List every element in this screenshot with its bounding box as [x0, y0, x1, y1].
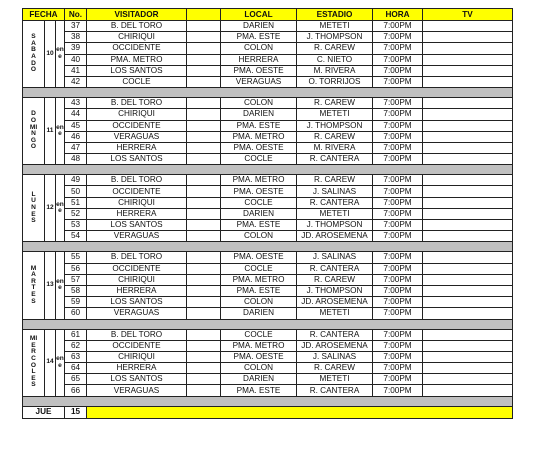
blank-cell	[187, 109, 221, 120]
blank-cell	[187, 329, 221, 340]
stadium: J. THOMPSON	[297, 120, 373, 131]
visitor-team: CHIRIQUI	[87, 274, 187, 285]
stadium: M. RIVERA	[297, 142, 373, 153]
game-number: 65	[65, 374, 87, 385]
visitor-team: CHIRIQUI	[87, 32, 187, 43]
game-time: 7:00PM	[373, 120, 423, 131]
visitor-team: HERRERA	[87, 363, 187, 374]
game-row	[23, 340, 513, 351]
game-time: 7:00PM	[373, 197, 423, 208]
local-team: DARIEN	[221, 109, 297, 120]
game-row	[23, 65, 513, 76]
visitor-team: OCCIDENTE	[87, 120, 187, 131]
local-team: DARIEN	[221, 308, 297, 319]
local-team: VERAGUAS	[221, 76, 297, 87]
local-team: PMA. METRO	[221, 340, 297, 351]
vertical-label: 14	[46, 358, 54, 366]
col-local-header: LOCAL	[221, 9, 297, 21]
separator-row	[23, 396, 513, 406]
game-number: 59	[65, 297, 87, 308]
game-row	[23, 154, 513, 165]
game-row	[23, 43, 513, 54]
game-time: 7:00PM	[373, 175, 423, 186]
game-time: 7:00PM	[373, 208, 423, 219]
game-number: 38	[65, 32, 87, 43]
visitor-team: LOS SANTOS	[87, 297, 187, 308]
local-team: COCLE	[221, 263, 297, 274]
col-hora-header: HORA	[373, 9, 423, 21]
game-time: 7:00PM	[373, 54, 423, 65]
game-number: 40	[65, 54, 87, 65]
visitor-team: PMA. METRO	[87, 54, 187, 65]
game-number: 60	[65, 308, 87, 319]
day-number	[45, 98, 56, 165]
stadium: R. CAREW	[297, 98, 373, 109]
game-time: 7:00PM	[373, 32, 423, 43]
blank-cell	[187, 231, 221, 242]
blank-cell	[187, 340, 221, 351]
tv-cell	[423, 109, 513, 120]
vertical-label: DOMINGO	[29, 110, 38, 151]
stadium: METETI	[297, 374, 373, 385]
game-number: 57	[65, 274, 87, 285]
game-number: 37	[65, 21, 87, 32]
game-number: 48	[65, 154, 87, 165]
game-row	[23, 208, 513, 219]
tv-cell	[423, 208, 513, 219]
game-number: 51	[65, 197, 87, 208]
game-time: 7:00PM	[373, 65, 423, 76]
game-time: 7:00PM	[373, 363, 423, 374]
tv-cell	[423, 65, 513, 76]
tv-cell	[423, 329, 513, 340]
game-row	[23, 175, 513, 186]
tv-cell	[423, 308, 513, 319]
stadium: R. CAREW	[297, 363, 373, 374]
stadium: J. SALINAS	[297, 252, 373, 263]
tv-cell	[423, 175, 513, 186]
tv-cell	[423, 21, 513, 32]
local-team: DARIEN	[221, 208, 297, 219]
tv-cell	[423, 220, 513, 231]
col-estadio-header: ESTADIO	[297, 9, 373, 21]
schedule-body	[23, 21, 513, 419]
stadium: R. CAREW	[297, 274, 373, 285]
local-team: PMA. ESTE	[221, 285, 297, 296]
col-blank-header	[187, 9, 221, 21]
tv-cell	[423, 297, 513, 308]
game-row	[23, 131, 513, 142]
local-team: PMA. ESTE	[221, 120, 297, 131]
blank-cell	[187, 197, 221, 208]
game-number: 64	[65, 363, 87, 374]
vertical-label: 13	[46, 281, 54, 289]
month-label	[56, 329, 65, 396]
game-row	[23, 120, 513, 131]
separator-cell	[23, 319, 513, 329]
next-day-label: JUE	[23, 406, 65, 418]
blank-cell	[187, 98, 221, 109]
schedule-table	[22, 8, 513, 419]
visitor-team: LOS SANTOS	[87, 65, 187, 76]
local-team: PMA. OESTE	[221, 186, 297, 197]
blank-cell	[187, 308, 221, 319]
visitor-team: B. DEL TORO	[87, 98, 187, 109]
visitor-team: LOS SANTOS	[87, 220, 187, 231]
game-time: 7:00PM	[373, 252, 423, 263]
vertical-label: 12	[46, 204, 54, 212]
blank-cell	[187, 252, 221, 263]
game-row	[23, 220, 513, 231]
day-number	[45, 175, 56, 242]
vertical-label: 10	[46, 49, 54, 57]
vertical-label: MIERCOLES	[29, 335, 38, 389]
stadium: J. SALINAS	[297, 351, 373, 362]
game-number: 47	[65, 142, 87, 153]
game-row	[23, 285, 513, 296]
game-number: 50	[65, 186, 87, 197]
game-row	[23, 252, 513, 263]
blank-cell	[187, 374, 221, 385]
blank-cell	[187, 76, 221, 87]
game-number: 61	[65, 329, 87, 340]
stadium: METETI	[297, 308, 373, 319]
tv-cell	[423, 231, 513, 242]
visitor-team: VERAGUAS	[87, 131, 187, 142]
game-number: 55	[65, 252, 87, 263]
visitor-team: OCCIDENTE	[87, 186, 187, 197]
local-team: COLON	[221, 231, 297, 242]
blank-cell	[187, 131, 221, 142]
stadium: J. SALINAS	[297, 186, 373, 197]
game-number: 41	[65, 65, 87, 76]
blank-cell	[187, 263, 221, 274]
stadium: METETI	[297, 109, 373, 120]
local-team: PMA. OESTE	[221, 351, 297, 362]
game-row	[23, 21, 513, 32]
stadium: C. NIETO	[297, 54, 373, 65]
tv-cell	[423, 385, 513, 396]
local-team: COLON	[221, 363, 297, 374]
vertical-label: MARTES	[30, 264, 37, 305]
separator-cell	[23, 242, 513, 252]
tv-cell	[423, 32, 513, 43]
game-number: 42	[65, 76, 87, 87]
local-team: PMA. OESTE	[221, 142, 297, 153]
game-time: 7:00PM	[373, 142, 423, 153]
vertical-label: LUNES	[31, 190, 36, 225]
local-team: DARIEN	[221, 21, 297, 32]
game-time: 7:00PM	[373, 154, 423, 165]
stadium: R. CANTERA	[297, 263, 373, 274]
visitor-team: LOS SANTOS	[87, 154, 187, 165]
game-number: 56	[65, 263, 87, 274]
visitor-team: VERAGUAS	[87, 308, 187, 319]
stadium: R. CAREW	[297, 43, 373, 54]
game-row	[23, 308, 513, 319]
game-row	[23, 32, 513, 43]
day-label	[23, 329, 45, 396]
blank-cell	[187, 208, 221, 219]
vertical-label: SABADO	[30, 33, 37, 74]
visitor-team: B. DEL TORO	[87, 21, 187, 32]
stadium: R. CANTERA	[297, 154, 373, 165]
blank-cell	[187, 220, 221, 231]
stadium: R. CANTERA	[297, 197, 373, 208]
game-time: 7:00PM	[373, 374, 423, 385]
game-number: 53	[65, 220, 87, 231]
separator-row	[23, 165, 513, 175]
separator-cell	[23, 165, 513, 175]
game-row	[23, 142, 513, 153]
game-time: 7:00PM	[373, 220, 423, 231]
blank-cell	[187, 385, 221, 396]
day-number	[45, 329, 56, 396]
month-label	[56, 98, 65, 165]
blank-cell	[187, 32, 221, 43]
vertical-label: ene	[56, 123, 64, 138]
stadium: METETI	[297, 21, 373, 32]
col-fecha-header: FECHA	[23, 9, 65, 21]
tv-cell	[423, 252, 513, 263]
game-row	[23, 329, 513, 340]
tv-cell	[423, 131, 513, 142]
game-time: 7:00PM	[373, 351, 423, 362]
visitor-team: CHIRIQUI	[87, 197, 187, 208]
game-row	[23, 297, 513, 308]
game-time: 7:00PM	[373, 297, 423, 308]
game-row	[23, 98, 513, 109]
game-time: 7:00PM	[373, 274, 423, 285]
tv-cell	[423, 340, 513, 351]
tv-cell	[423, 374, 513, 385]
next-day-number: 15	[65, 406, 87, 418]
local-team: COCLE	[221, 329, 297, 340]
stadium: J. THOMPSON	[297, 32, 373, 43]
game-row	[23, 274, 513, 285]
separator-row	[23, 319, 513, 329]
visitor-team: B. DEL TORO	[87, 252, 187, 263]
blank-cell	[187, 65, 221, 76]
separator-cell	[23, 88, 513, 98]
visitor-team: B. DEL TORO	[87, 329, 187, 340]
blank-cell	[187, 175, 221, 186]
visitor-team: OCCIDENTE	[87, 340, 187, 351]
month-label	[56, 21, 65, 88]
tv-cell	[423, 263, 513, 274]
game-time: 7:00PM	[373, 109, 423, 120]
next-day-row	[23, 406, 513, 418]
visitor-team: HERRERA	[87, 208, 187, 219]
game-time: 7:00PM	[373, 385, 423, 396]
local-team: COCLE	[221, 154, 297, 165]
blank-cell	[187, 120, 221, 131]
vertical-label: ene	[56, 200, 64, 215]
day-label	[23, 98, 45, 165]
game-time: 7:00PM	[373, 186, 423, 197]
local-team: COLON	[221, 98, 297, 109]
tv-cell	[423, 351, 513, 362]
stadium: R. CANTERA	[297, 385, 373, 396]
schedule-sheet	[22, 8, 512, 419]
month-label	[56, 252, 65, 319]
local-team: PMA. OESTE	[221, 65, 297, 76]
stadium: J. THOMPSON	[297, 220, 373, 231]
header-row	[23, 9, 513, 21]
visitor-team: OCCIDENTE	[87, 43, 187, 54]
game-row	[23, 374, 513, 385]
local-team: PMA. ESTE	[221, 220, 297, 231]
game-time: 7:00PM	[373, 308, 423, 319]
visitor-team: HERRERA	[87, 285, 187, 296]
blank-cell	[187, 297, 221, 308]
game-number: 49	[65, 175, 87, 186]
local-team: PMA. OESTE	[221, 252, 297, 263]
day-number	[45, 21, 56, 88]
col-tv-header: TV	[423, 9, 513, 21]
game-number: 66	[65, 385, 87, 396]
tv-cell	[423, 197, 513, 208]
blank-cell	[187, 21, 221, 32]
separator-row	[23, 88, 513, 98]
game-number: 58	[65, 285, 87, 296]
vertical-label: ene	[56, 46, 64, 61]
game-number: 39	[65, 43, 87, 54]
local-team: PMA. METRO	[221, 274, 297, 285]
game-row	[23, 54, 513, 65]
day-label	[23, 21, 45, 88]
stadium: R. CAREW	[297, 131, 373, 142]
visitor-team: LOS SANTOS	[87, 374, 187, 385]
game-number: 52	[65, 208, 87, 219]
blank-cell	[187, 142, 221, 153]
stadium: JD. AROSEMENA	[297, 340, 373, 351]
tv-cell	[423, 154, 513, 165]
local-team: PMA. METRO	[221, 175, 297, 186]
game-row	[23, 197, 513, 208]
tv-cell	[423, 120, 513, 131]
col-visitador-header: VISITADOR	[87, 9, 187, 21]
day-label	[23, 252, 45, 319]
col-no-header: No.	[65, 9, 87, 21]
stadium: J. THOMPSON	[297, 285, 373, 296]
local-team: COLON	[221, 297, 297, 308]
tv-cell	[423, 76, 513, 87]
day-number	[45, 252, 56, 319]
local-team: DARIEN	[221, 374, 297, 385]
tv-cell	[423, 142, 513, 153]
blank-cell	[187, 43, 221, 54]
game-time: 7:00PM	[373, 285, 423, 296]
game-row	[23, 263, 513, 274]
game-row	[23, 231, 513, 242]
local-team: PMA. ESTE	[221, 385, 297, 396]
game-number: 63	[65, 351, 87, 362]
local-team: HERRERA	[221, 54, 297, 65]
game-time: 7:00PM	[373, 76, 423, 87]
local-team: COCLE	[221, 197, 297, 208]
game-row	[23, 351, 513, 362]
month-label	[56, 175, 65, 242]
blank-cell	[187, 285, 221, 296]
blank-cell	[187, 274, 221, 285]
visitor-team: COCLE	[87, 76, 187, 87]
stadium: JD. AROSEMENA	[297, 231, 373, 242]
tv-cell	[423, 43, 513, 54]
game-number: 46	[65, 131, 87, 142]
blank-cell	[187, 186, 221, 197]
blank-cell	[187, 351, 221, 362]
game-row	[23, 186, 513, 197]
game-row	[23, 363, 513, 374]
game-row	[23, 109, 513, 120]
local-team: COLON	[221, 43, 297, 54]
local-team: PMA. METRO	[221, 131, 297, 142]
tv-cell	[423, 274, 513, 285]
game-row	[23, 385, 513, 396]
tv-cell	[423, 363, 513, 374]
stadium: O. TORRIJOS	[297, 76, 373, 87]
visitor-team: B. DEL TORO	[87, 175, 187, 186]
game-time: 7:00PM	[373, 21, 423, 32]
tv-cell	[423, 285, 513, 296]
game-number: 54	[65, 231, 87, 242]
stadium: R. CANTERA	[297, 329, 373, 340]
visitor-team: HERRERA	[87, 142, 187, 153]
visitor-team: CHIRIQUI	[87, 351, 187, 362]
blank-cell	[187, 54, 221, 65]
next-day-band	[87, 406, 513, 418]
blank-cell	[187, 154, 221, 165]
separator-row	[23, 242, 513, 252]
vertical-label: ene	[56, 354, 64, 369]
visitor-team: VERAGUAS	[87, 231, 187, 242]
visitor-team: CHIRIQUI	[87, 109, 187, 120]
blank-cell	[187, 363, 221, 374]
stadium: M. RIVERA	[297, 65, 373, 76]
stadium: METETI	[297, 208, 373, 219]
vertical-label: ene	[56, 277, 64, 292]
game-time: 7:00PM	[373, 231, 423, 242]
day-label	[23, 175, 45, 242]
visitor-team: OCCIDENTE	[87, 263, 187, 274]
stadium: R. CAREW	[297, 175, 373, 186]
game-time: 7:00PM	[373, 329, 423, 340]
tv-cell	[423, 186, 513, 197]
tv-cell	[423, 54, 513, 65]
visitor-team: VERAGUAS	[87, 385, 187, 396]
vertical-label: 11	[46, 126, 54, 134]
game-time: 7:00PM	[373, 340, 423, 351]
game-number: 44	[65, 109, 87, 120]
game-number: 62	[65, 340, 87, 351]
game-number: 45	[65, 120, 87, 131]
game-number: 43	[65, 98, 87, 109]
game-time: 7:00PM	[373, 98, 423, 109]
game-time: 7:00PM	[373, 43, 423, 54]
local-team: PMA. ESTE	[221, 32, 297, 43]
game-time: 7:00PM	[373, 263, 423, 274]
game-row	[23, 76, 513, 87]
stadium: JD. AROSEMENA	[297, 297, 373, 308]
game-time: 7:00PM	[373, 131, 423, 142]
tv-cell	[423, 98, 513, 109]
separator-cell	[23, 396, 513, 406]
